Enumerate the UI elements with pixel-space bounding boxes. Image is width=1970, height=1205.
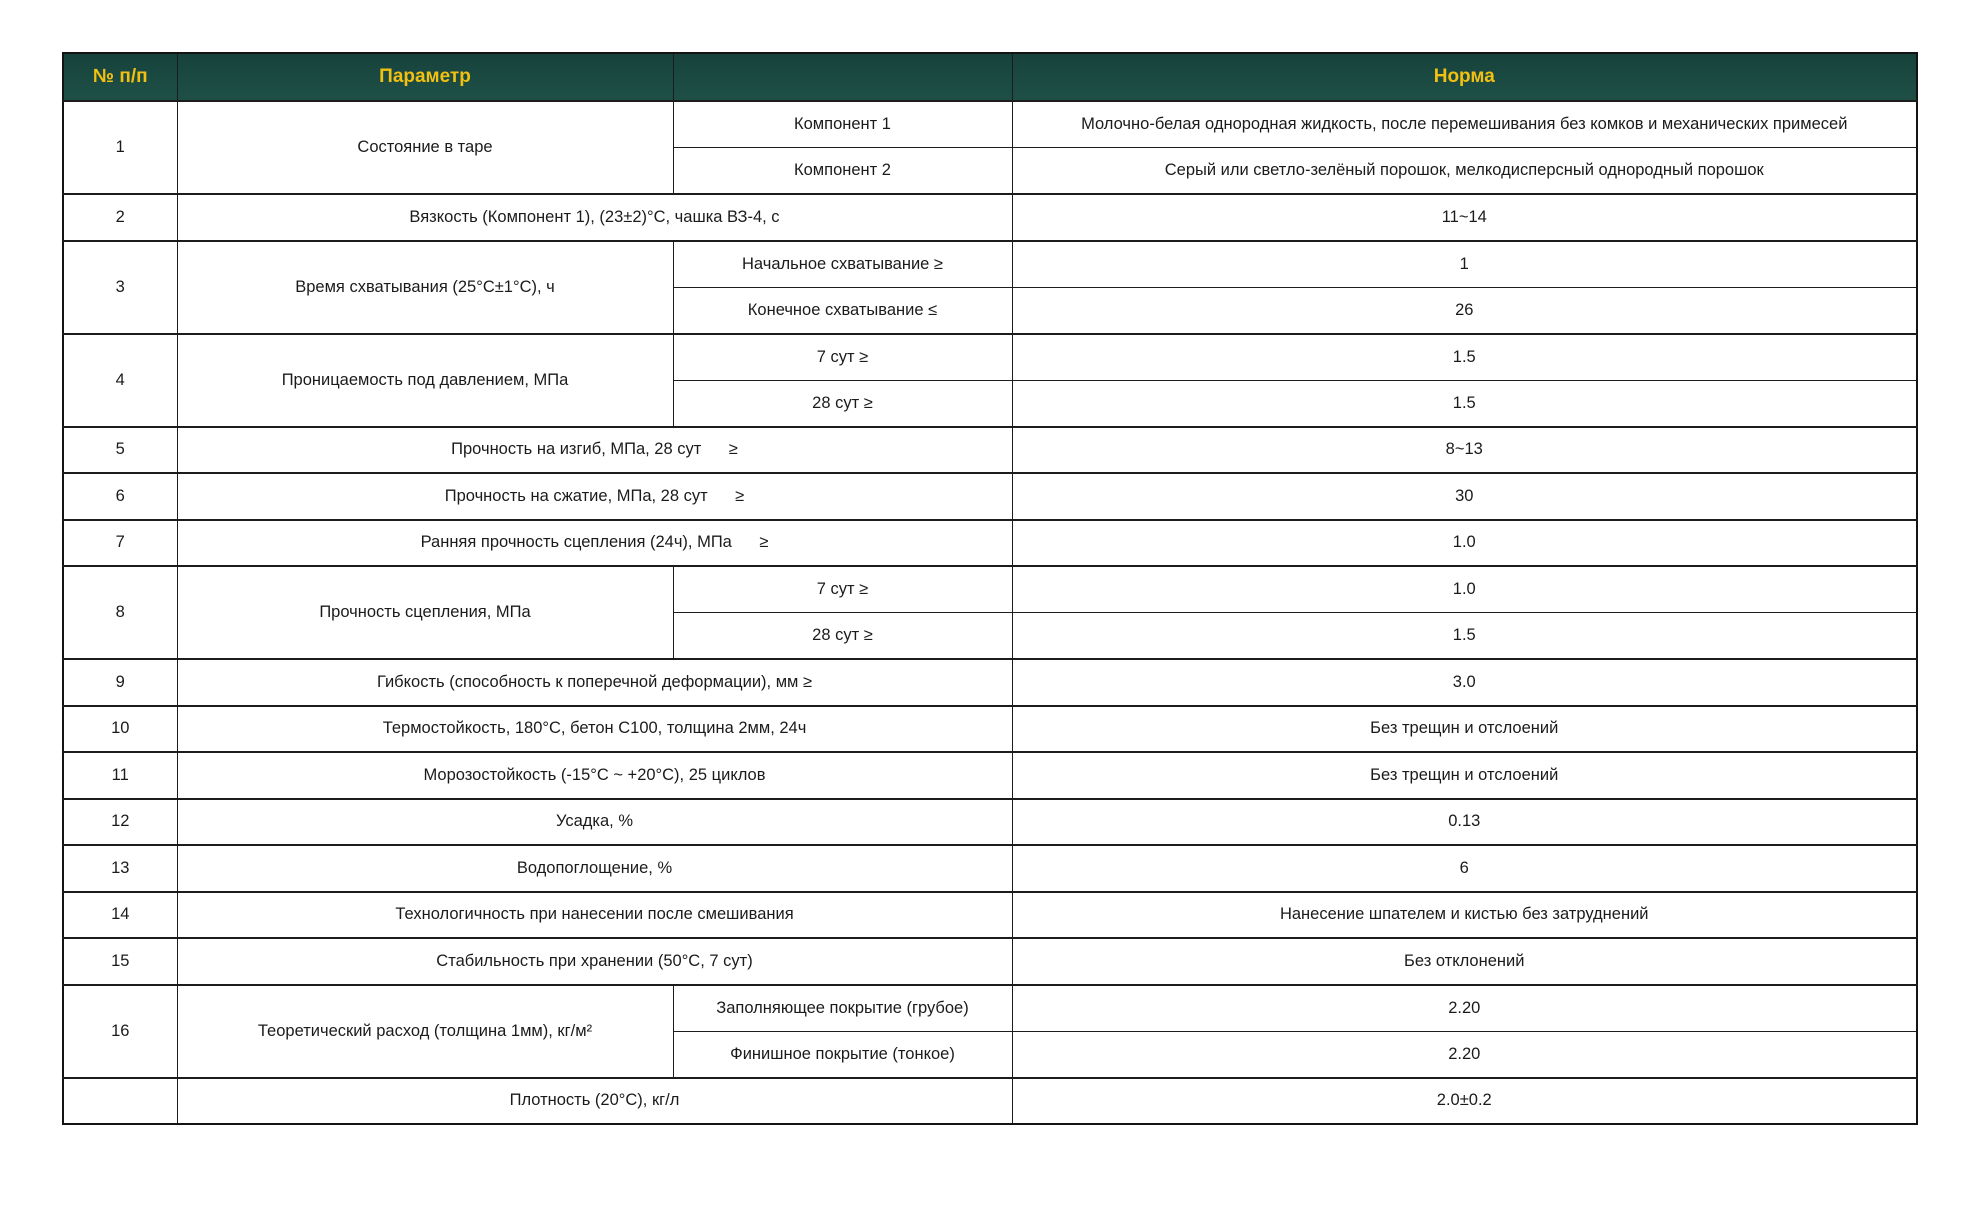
row-number-cell: 12 [63,799,177,846]
sub-parameter-cell: Начальное схватывание ≥ [673,241,1012,288]
sub-parameter-cell: 7 сут ≥ [673,566,1012,613]
norm-cell: Молочно-белая однородная жидкость, после перемешивания без комков и механических примесей [1012,101,1917,148]
sub-parameter-cell: 7 сут ≥ [673,334,1012,381]
sub-parameter-cell: Финишное покрытие (тонкое) [673,1031,1012,1078]
row-number-cell: 15 [63,938,177,985]
spec-table [62,52,1918,1125]
sub-parameter-cell: Компонент 1 [673,101,1012,148]
sub-parameter-cell: Конечное схватывание ≤ [673,287,1012,334]
sub-parameter-cell: Заполняющее покрытие (грубое) [673,985,1012,1032]
table-row [63,938,1917,985]
parameter-cell: Усадка, % [177,799,1012,846]
row-number-cell: 3 [63,241,177,334]
row-number-cell: 13 [63,845,177,892]
norm-cell: 11~14 [1012,194,1917,241]
norm-cell: 30 [1012,473,1917,520]
parameter-cell: Ранняя прочность сцепления (24ч), МПа ≥ [177,520,1012,567]
norm-cell: 8~13 [1012,427,1917,474]
row-number-cell: 10 [63,706,177,753]
parameter-cell: Прочность на сжатие, МПа, 28 сут ≥ [177,473,1012,520]
norm-cell: 1.5 [1012,613,1917,660]
norm-cell: 2.20 [1012,985,1917,1032]
row-number-cell [63,1078,177,1125]
row-number-cell: 2 [63,194,177,241]
table-row [63,706,1917,753]
norm-cell: Без отклонений [1012,938,1917,985]
norm-cell: 1.5 [1012,334,1917,381]
norm-cell: Нанесение шпателем и кистью без затруднений [1012,892,1917,939]
parameter-cell: Вязкость (Компонент 1), (23±2)°C, чашка ВЗ-4, с [177,194,1012,241]
table-row [63,985,1917,1032]
table-row [63,566,1917,613]
sub-parameter-cell: 28 сут ≥ [673,380,1012,427]
parameter-cell: Термостойкость, 180°C, бетон С100, толщина 2мм, 24ч [177,706,1012,753]
parameter-cell: Прочность на изгиб, МПа, 28 сут ≥ [177,427,1012,474]
parameter-cell: Время схватывания (25°C±1°C), ч [177,241,673,334]
parameter-cell: Проницаемость под давлением, МПа [177,334,673,427]
row-number-cell: 8 [63,566,177,659]
row-number-cell: 5 [63,427,177,474]
parameter-cell: Состояние в таре [177,101,673,194]
table-row [63,334,1917,381]
norm-cell: 2.0±0.2 [1012,1078,1917,1125]
row-number-cell: 7 [63,520,177,567]
row-number-cell: 16 [63,985,177,1078]
table-row [63,752,1917,799]
header-subparameter [673,53,1012,101]
row-number-cell: 11 [63,752,177,799]
norm-cell: Без трещин и отслоений [1012,752,1917,799]
table-row [63,520,1917,567]
norm-cell: 1 [1012,241,1917,288]
header-num: № п/п [63,53,177,101]
header-norm: Норма [1012,53,1917,101]
parameter-cell: Плотность (20°C), кг/л [177,1078,1012,1125]
sub-parameter-cell: Компонент 2 [673,148,1012,195]
row-number-cell: 9 [63,659,177,706]
parameter-cell: Морозостойкость (-15°C ~ +20°C), 25 циклов [177,752,1012,799]
norm-cell: 1.5 [1012,380,1917,427]
table-row [63,659,1917,706]
table-row [63,427,1917,474]
row-number-cell: 1 [63,101,177,194]
parameter-cell: Гибкость (способность к поперечной деформации), мм ≥ [177,659,1012,706]
norm-cell: 3.0 [1012,659,1917,706]
row-number-cell: 14 [63,892,177,939]
header-row [63,53,1917,101]
norm-cell: Без трещин и отслоений [1012,706,1917,753]
norm-cell: 1.0 [1012,566,1917,613]
norm-cell: 6 [1012,845,1917,892]
parameter-cell: Теоретический расход (толщина 1мм), кг/м² [177,985,673,1078]
sub-parameter-cell: 28 сут ≥ [673,613,1012,660]
norm-cell: 0.13 [1012,799,1917,846]
parameter-cell: Стабильность при хранении (50°C, 7 сут) [177,938,1012,985]
norm-cell: 26 [1012,287,1917,334]
table-row [63,473,1917,520]
parameter-cell: Технологичность при нанесении после смешивания [177,892,1012,939]
table-row [63,241,1917,288]
header-parameter: Параметр [177,53,673,101]
norm-cell: 1.0 [1012,520,1917,567]
table-row [63,101,1917,148]
table-row [63,194,1917,241]
parameter-cell: Водопоглощение, % [177,845,1012,892]
table-row [63,1078,1917,1125]
parameter-cell: Прочность сцепления, МПа [177,566,673,659]
table-row [63,845,1917,892]
norm-cell: Серый или светло-зелёный порошок, мелкодисперсный однородный порошок [1012,148,1917,195]
table-row [63,892,1917,939]
table-row [63,799,1917,846]
norm-cell: 2.20 [1012,1031,1917,1078]
row-number-cell: 4 [63,334,177,427]
row-number-cell: 6 [63,473,177,520]
